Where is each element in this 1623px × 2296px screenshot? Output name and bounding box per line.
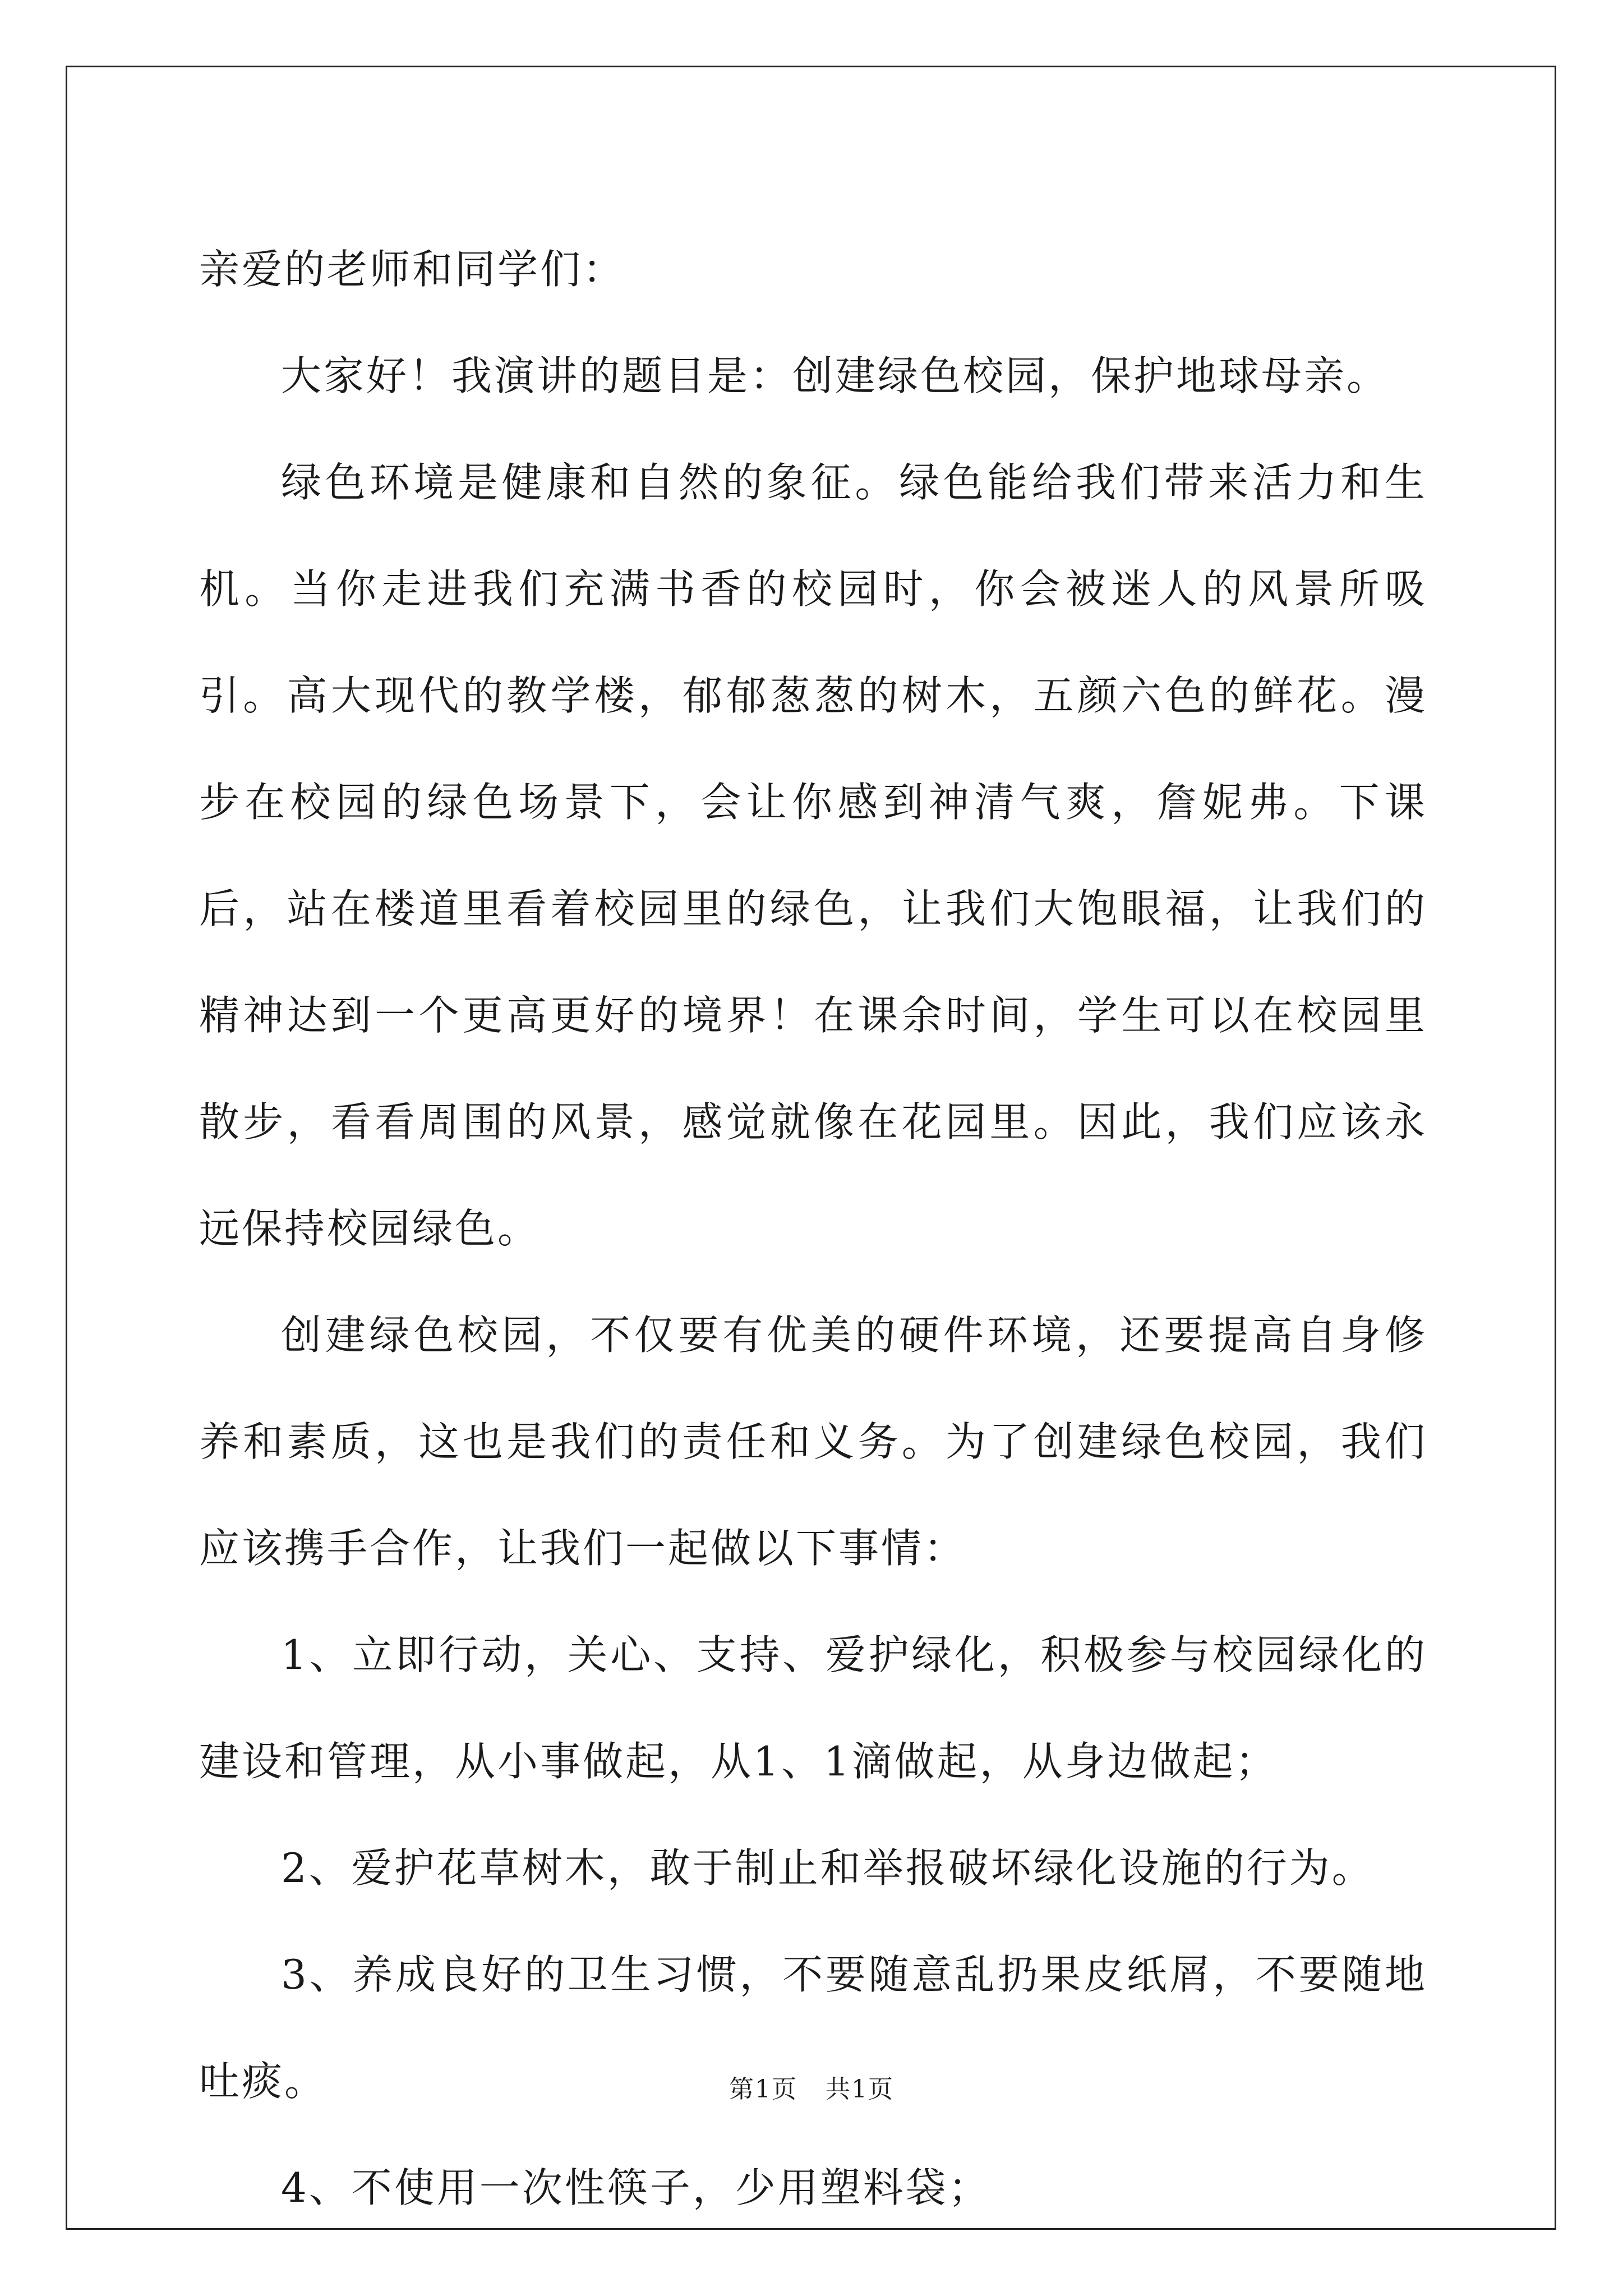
page-number-current: 第1页 [729, 2075, 797, 2104]
list-item-2: 2、爱护花草树木，敢于制止和举报破坏绿化设施的行为。 [281, 1844, 1375, 1892]
document-body [199, 216, 1427, 2241]
list-item-1: 1、立即行动，关心、支持、爱护绿化，积极参与校园绿化的建设和管理，从小事做起，从1、1滴做起，从身边做起； [199, 1631, 1427, 1785]
list-item-3: 3、养成良好的卫生习惯，不要随意乱扔果皮纸屑，不要随地吐痰。 [199, 1951, 1427, 2105]
list-item-4: 4、不使用一次性筷子，少用塑料袋； [281, 2164, 991, 2211]
paragraph-greeting: 大家好！我演讲的题目是：创建绿色校园，保护地球母亲。 [281, 352, 1390, 399]
salutation: 亲爱的老师和同学们： [199, 246, 626, 293]
paragraph-green-environment: 绿色环境是健康和自然的象征。绿色能给我们带来活力和生机。当你走进我们充满书香的校园时，你会被迷人的风景所吸引。高大现代的教学楼，郁郁葱葱的树木，五颜六色的鲜花。漫步在校园的绿色场景下，会让你感到神清气爽，詹妮弗。下课后，站在楼道里看着校园里的绿色，让我们大饱眼福，让我们的精神达到一个更高更好的境界！在课余时间，学生可以在校园里散步，看看周围的风景，感觉就像在花园里。因此，我们应该永远保持校园绿色。 [199, 459, 1427, 1252]
page-number-total: 共1页 [826, 2075, 894, 2104]
paragraph-create-green-campus: 创建绿色校园，不仅要有优美的硬件环境，还要提高自身修养和素质，这也是我们的责任和义务。为了创建绿色校园，我们应该携手合作，让我们一起做以下事情： [199, 1312, 1427, 1572]
page-footer [0, 2073, 1623, 2106]
